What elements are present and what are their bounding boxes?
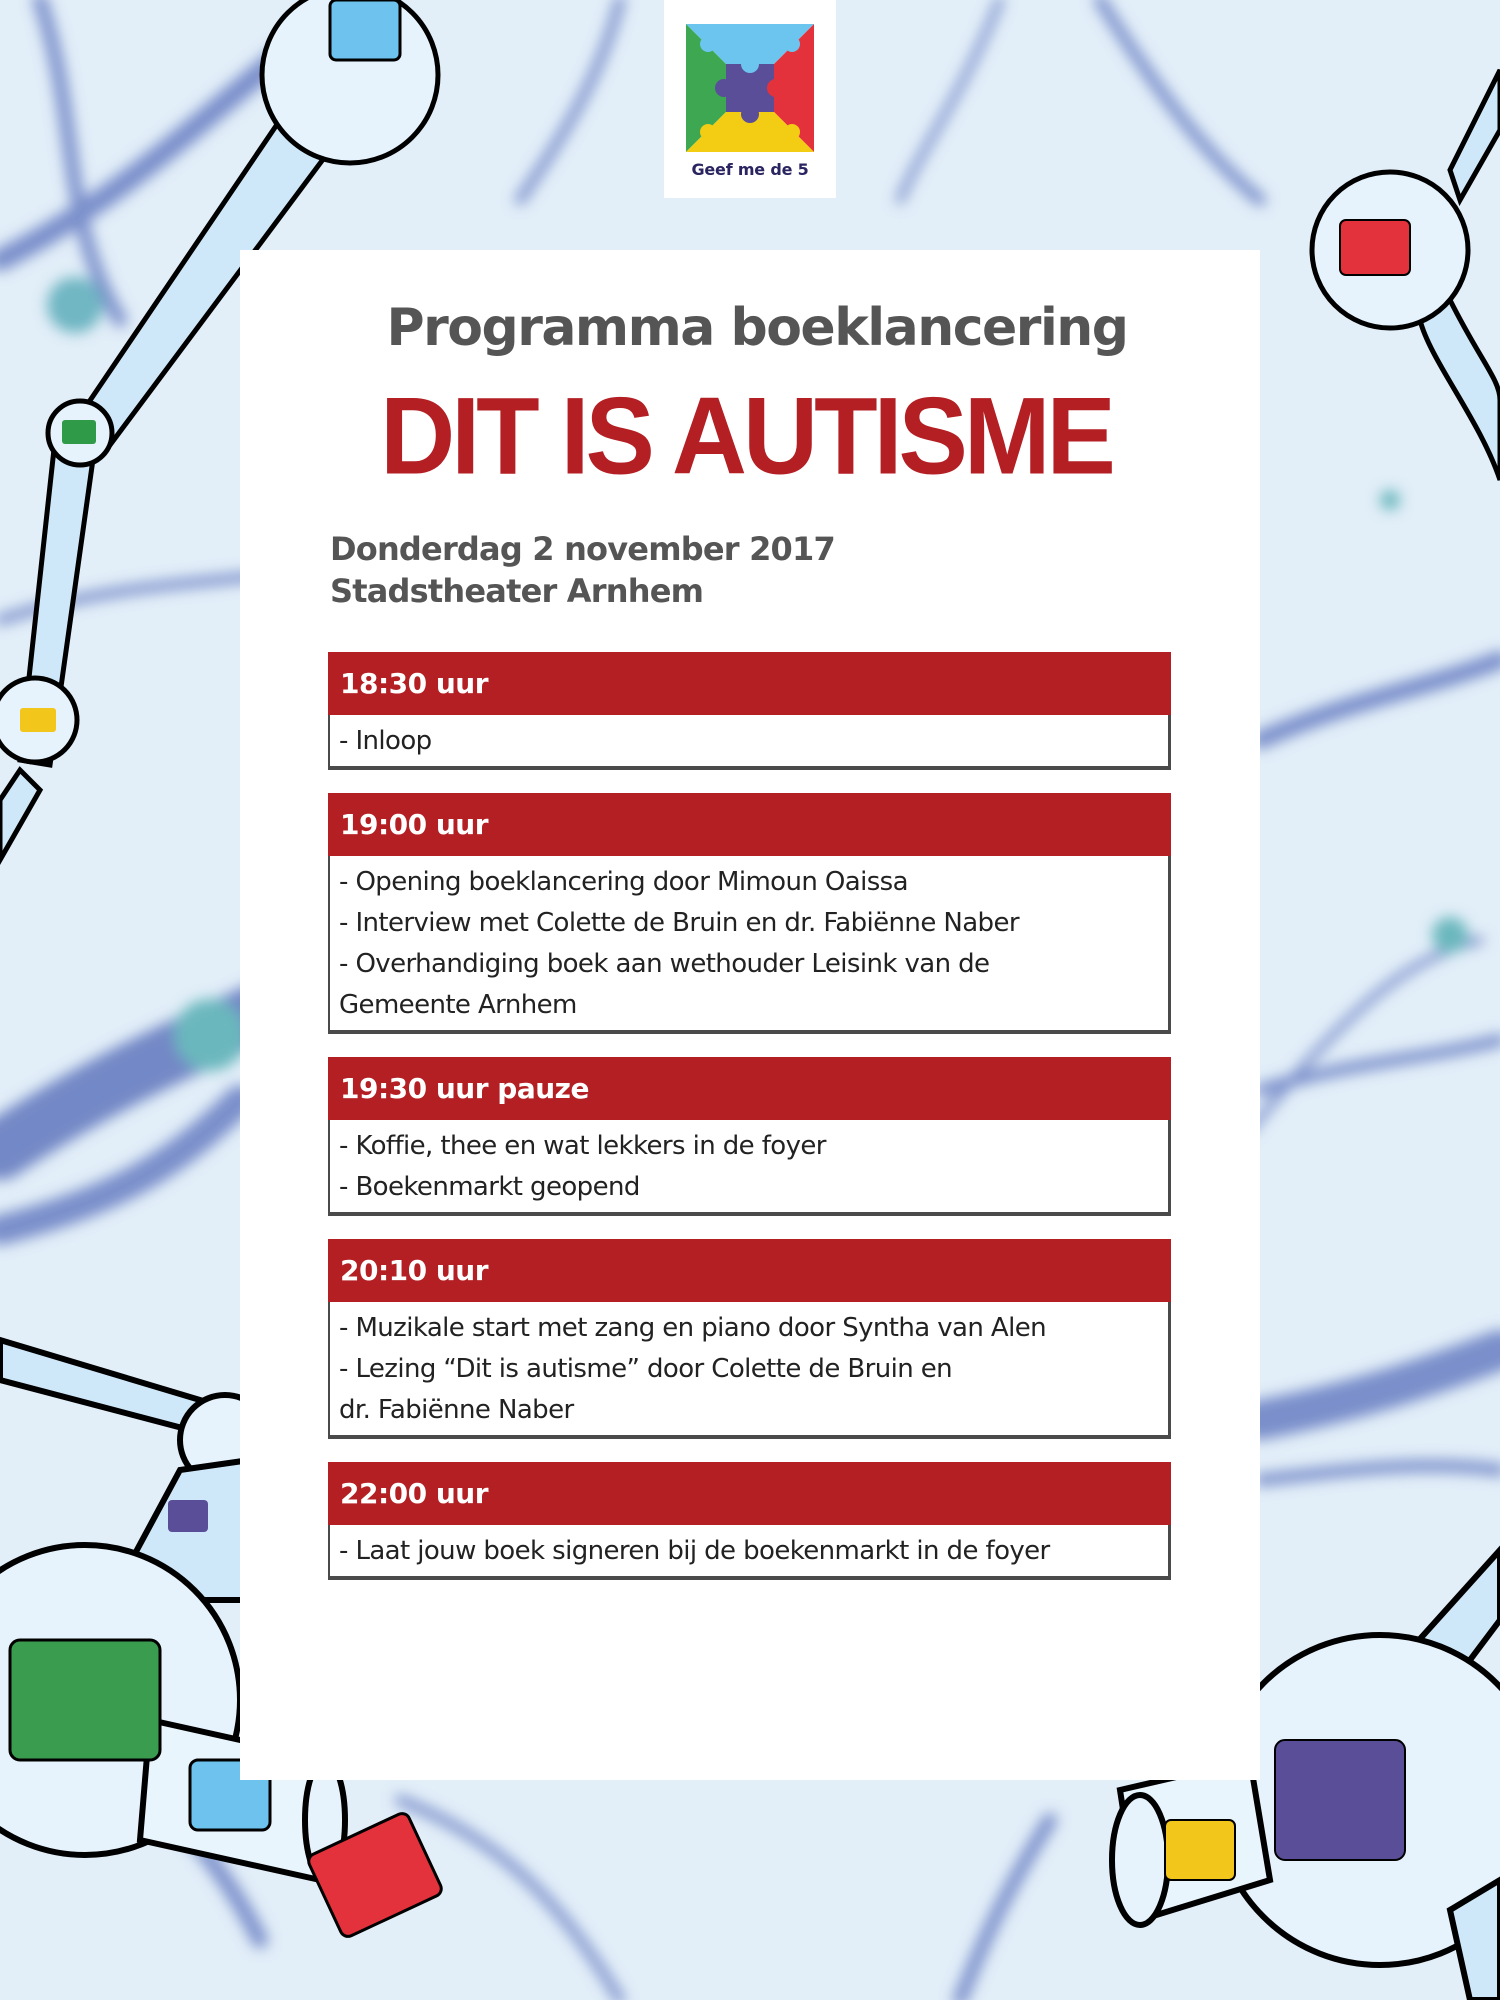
schedule-time: 22:00 uur	[328, 1462, 1171, 1525]
schedule-block	[328, 1462, 1171, 1580]
logo-text: Geef me de 5	[691, 160, 809, 179]
puzzle-piece-purple-large	[1275, 1740, 1405, 1860]
schedule-block	[328, 1057, 1171, 1216]
puzzle-piece-blue-top	[330, 0, 400, 60]
schedule-items	[328, 856, 1171, 1034]
schedule-item: dr. Fabiënne Naber	[339, 1395, 574, 1425]
schedule-block	[328, 652, 1171, 770]
schedule-item: - Muzikale start met zang en piano door Syntha van Alen	[339, 1313, 1046, 1343]
puzzle-piece-purple-small	[168, 1500, 208, 1532]
schedule-item: - Lezing “Dit is autisme” door Colette de Bruin en	[339, 1354, 953, 1384]
schedule-item: Gemeente Arnhem	[339, 990, 577, 1020]
schedule-items	[328, 1120, 1171, 1216]
schedule-items	[328, 715, 1171, 770]
puzzle-logo-icon	[686, 24, 814, 152]
puzzle-piece-green-large	[10, 1640, 160, 1760]
event-venue: Stadstheater Arnhem	[330, 572, 704, 610]
program-card	[240, 250, 1260, 1780]
puzzle-piece-yellow	[20, 708, 56, 732]
schedule-items	[328, 1302, 1171, 1439]
puzzle-piece-red-top	[1340, 220, 1410, 275]
schedule-time: 20:10 uur	[328, 1239, 1171, 1302]
event-date: Donderdag 2 november 2017	[330, 530, 835, 568]
page-title: Programma boeklancering	[386, 298, 1128, 358]
schedule-item: - Koffie, thee en wat lekkers in de foyer	[339, 1131, 826, 1161]
geef-me-de-5-logo	[664, 0, 836, 198]
puzzle-piece-yellow-bottom	[1165, 1820, 1235, 1880]
schedule-block	[328, 793, 1171, 1034]
schedule-item: - Overhandiging boek aan wethouder Leisink van de	[339, 949, 990, 979]
schedule-item: - Inloop	[339, 726, 432, 756]
book-title-headline: DIT IS AUTISME	[380, 376, 1112, 498]
schedule-item: - Boekenmarkt geopend	[339, 1172, 640, 1202]
event-info	[330, 528, 835, 612]
schedule-time: 18:30 uur	[328, 652, 1171, 715]
puzzle-piece-green	[62, 420, 96, 444]
schedule-item: - Opening boeklancering door Mimoun Oaissa	[339, 867, 908, 897]
schedule-item: - Laat jouw boek signeren bij de boekenmarkt in de foyer	[339, 1536, 1050, 1566]
schedule-time: 19:00 uur	[328, 793, 1171, 856]
schedule-block	[328, 1239, 1171, 1439]
schedule-items	[328, 1525, 1171, 1580]
schedule-item: - Interview met Colette de Bruin en dr. Fabiënne Naber	[339, 908, 1019, 938]
schedule	[328, 652, 1171, 1603]
schedule-time: 19:30 uur pauze	[328, 1057, 1171, 1120]
